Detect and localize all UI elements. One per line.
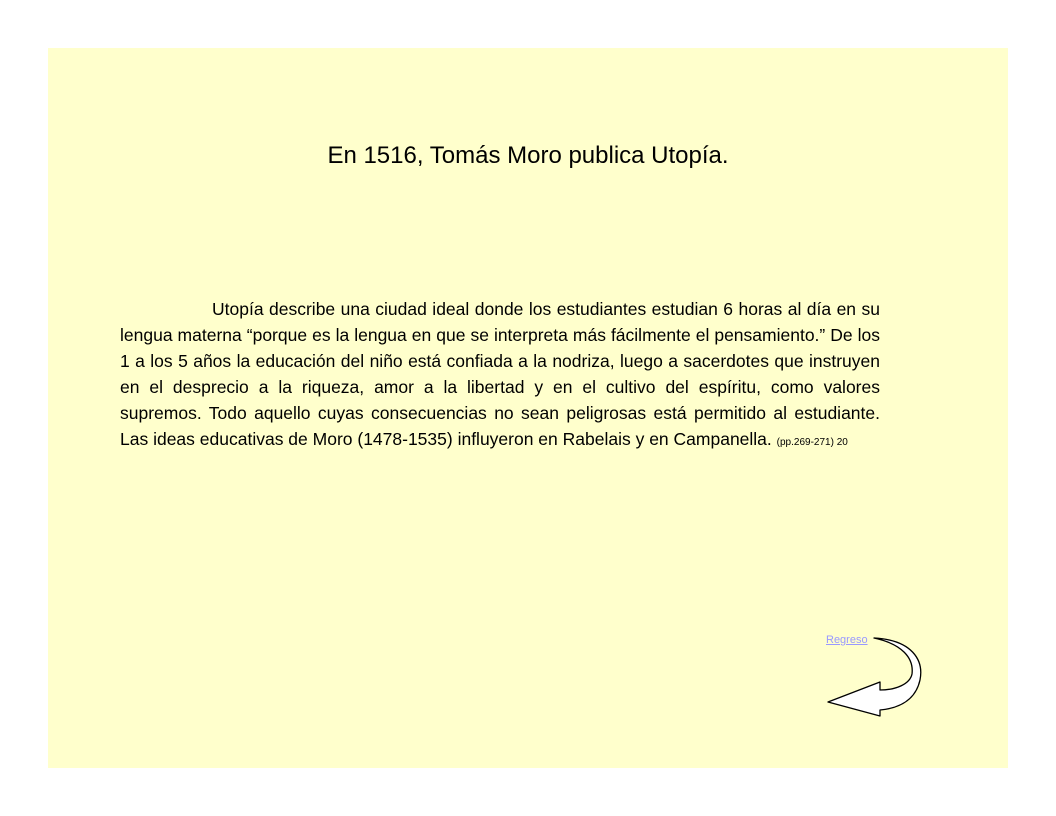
citation: (pp.269-271) 20 xyxy=(776,437,848,448)
paragraph-text: Utopía describe una ciudad ideal donde los estudiantes estudian 6 horas al día en su lengua materna “porque es la lengua en que se interpreta más fácilmente el pensamiento.” De los 1 a los 5 años la educación del niño está confiada a la nodriza, luego a sacerdotes que instruyen en el desprecio a la riqueza, amor a la libertad y en el cultivo del espíritu, como valores supremos. Todo aquello cuyas consecuencias no sean peligrosas está permitido al estudiante. Las ideas educativas de Moro (1478-1535) influyeron en Rabelais y en Campanella. xyxy=(120,299,880,449)
slide xyxy=(48,48,1008,768)
slide-title: En 1516, Tomás Moro publica Utopía. xyxy=(327,142,729,169)
return-link[interactable]: Regreso xyxy=(826,634,868,646)
slide-paragraph xyxy=(120,296,880,456)
